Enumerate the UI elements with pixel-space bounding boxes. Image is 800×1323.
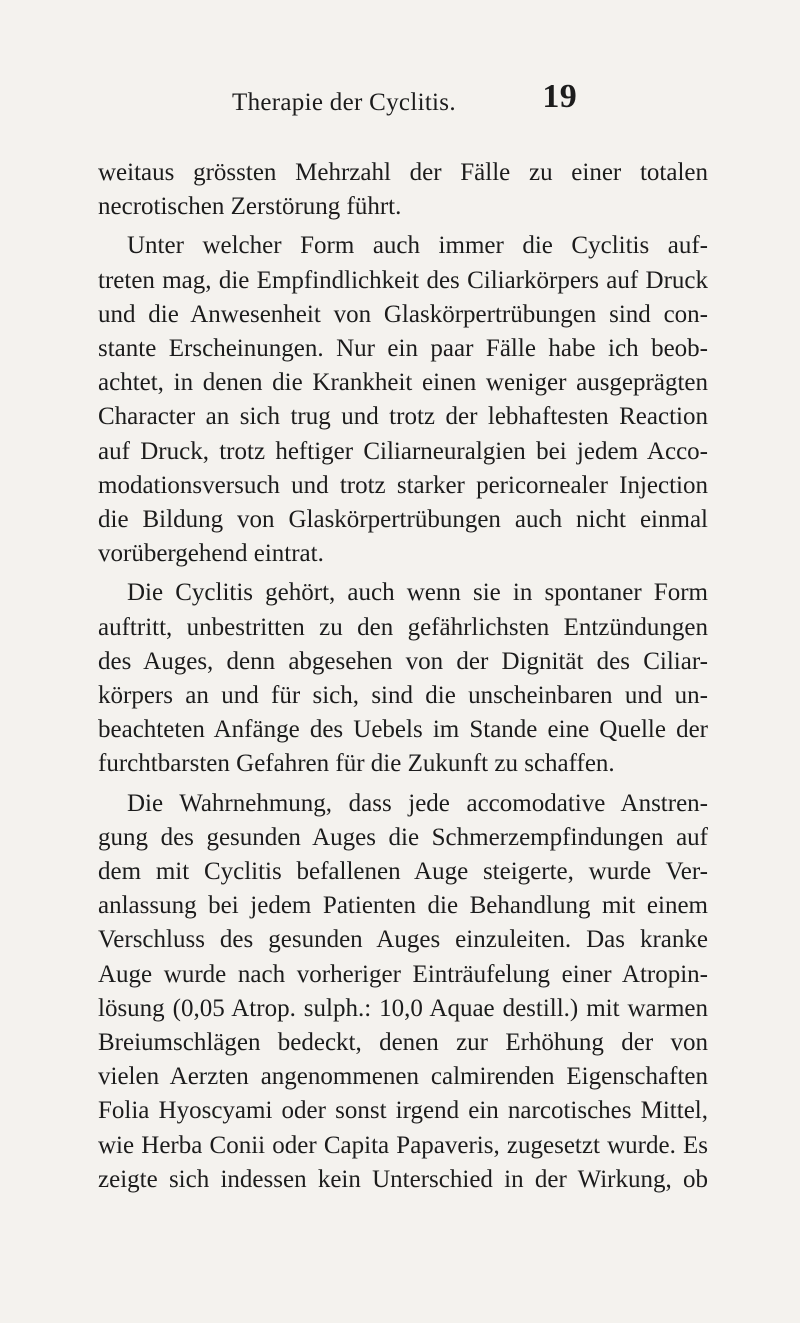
text-line: gung des gesunden Auges die Schmerzempfindungen auf <box>98 823 708 851</box>
text-line: zeigte sich indessen kein Unterschied in der Wirkung, ob <box>98 1165 708 1193</box>
text-line: Breiumschlägen bedeckt, denen zur Erhöhung der von <box>98 1029 708 1057</box>
text-line: achtet, in denen die Krankheit einen weniger ausgeprägten <box>98 369 708 397</box>
text-line: dem mit Cyclitis befallenen Auge steigerte, wurde Ver- <box>98 858 708 886</box>
text-line: treten mag, die Empfindlichkeit des Ciliarkörpers auf Druck <box>98 266 708 294</box>
text-line: die Bildung von Glaskörpertrübungen auch nicht einmal <box>98 506 708 534</box>
paragraph <box>98 229 708 571</box>
paragraph <box>98 156 708 224</box>
body-text <box>98 156 708 1197</box>
text-line: weitaus grössten Mehrzahl der Fälle zu einer totalen <box>98 159 708 186</box>
running-title: Therapie der Cyclitis. <box>232 89 456 116</box>
text-line: Folia Hyoscyami oder sonst irgend ein narcotisches Mittel, <box>98 1097 708 1125</box>
text-line: körpers an und für sich, sind die unscheinbaren und un- <box>98 682 708 710</box>
text-line: Auge wurde nach vorheriger Einträufelung einer Atropin- <box>98 960 708 988</box>
text-line: auftritt, unbestritten zu den gefährlichsten Entzündungen <box>98 613 708 641</box>
text-line: Die Wahrnehmung, dass jede accomodative Anstren- <box>127 789 708 817</box>
text-line: Verschluss des gesunden Auges einzuleiten. Das kranke <box>98 926 708 954</box>
text-line: und die Anwesenheit von Glaskörpertrübungen sind con- <box>98 300 708 328</box>
text-line: vorübergehend eintrat. <box>98 540 324 568</box>
text-line: vielen Aerzten angenommenen calmirenden Eigenschaften <box>98 1063 708 1091</box>
text-line: des Auges, denn abgesehen von der Dignität des Ciliar- <box>98 647 708 675</box>
text-line: lösung (0,05 Atrop. sulph.: 10,0 Aquae destill.) mit warmen <box>98 994 708 1022</box>
text-line: auf Druck, trotz heftiger Ciliarneuralgien bei jedem Acco- <box>98 437 708 465</box>
paragraph <box>98 787 708 1197</box>
text-line: stante Erscheinungen. Nur ein paar Fälle habe ich beob- <box>98 335 708 363</box>
text-line: Unter welcher Form auch immer die Cyclitis auf- <box>127 232 708 260</box>
text-line: anlassung bei jedem Patienten die Behandlung mit einem <box>98 892 708 920</box>
text-line: modationsversuch und trotz starker pericornealer Injection <box>98 471 708 499</box>
text-line: wie Herba Conii oder Capita Papaveris, zugesetzt wurde. Es <box>98 1131 708 1159</box>
text-line: Die Cyclitis gehört, auch wenn sie in spontaner Form <box>127 579 708 607</box>
paragraph <box>98 576 708 781</box>
page-number: 19 <box>542 78 577 115</box>
text-line: necrotischen Zerstörung führt. <box>98 193 402 221</box>
text-line: furchtbarsten Gefahren für die Zukunft zu schaffen. <box>98 750 615 778</box>
text-line: Character an sich trug und trotz der lebhaftesten Reaction <box>98 403 708 431</box>
text-line: beachteten Anfänge des Uebels im Stande eine Quelle der <box>98 716 708 744</box>
